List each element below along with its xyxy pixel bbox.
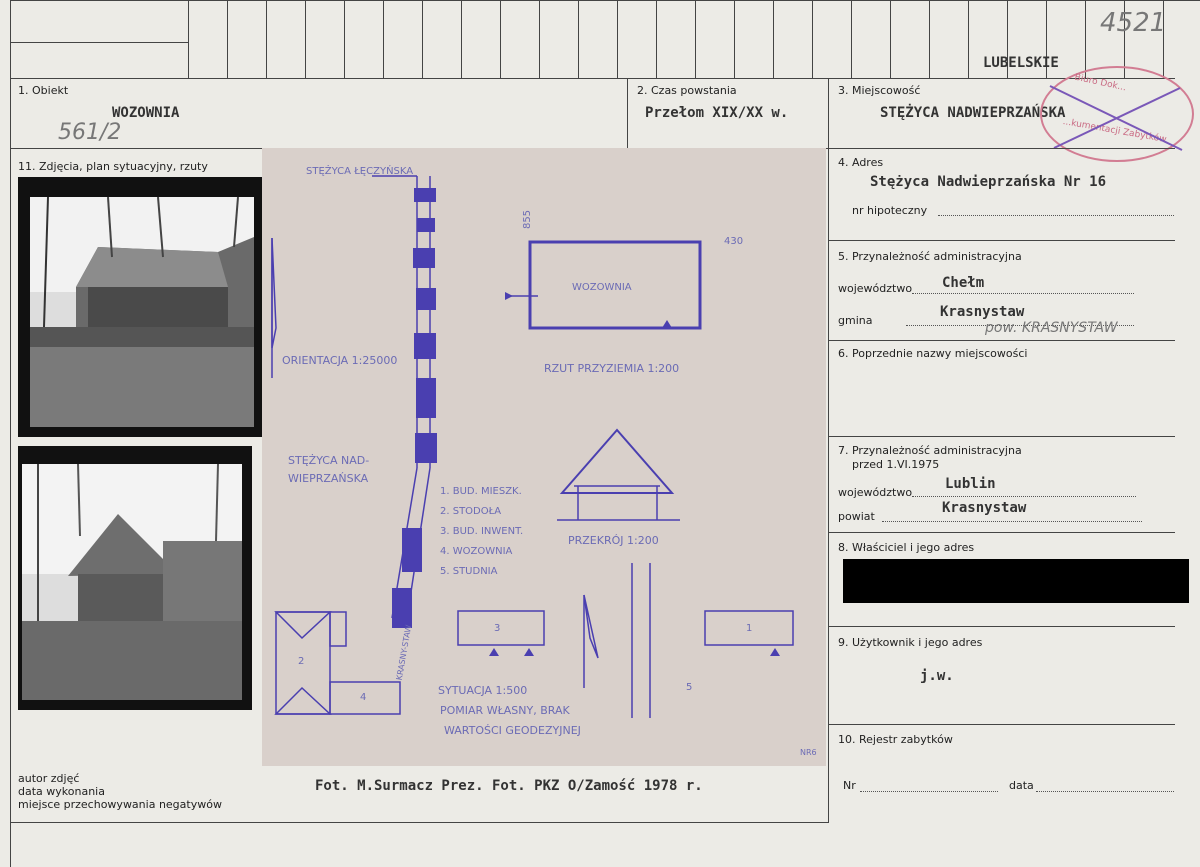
outbuilding-2-label: 2 <box>298 656 305 667</box>
legend-1: 1. BUD. MIESZK. <box>440 486 522 497</box>
top-grid-column <box>617 0 618 78</box>
gmina-value: Krasnystaw <box>940 304 1025 320</box>
road-to-label: STĘŻYCA ŁĘCZYŃSKA <box>306 166 414 177</box>
village-line-1: STĘŻYCA NAD- <box>288 454 370 467</box>
powiat-value: Krasnystaw <box>942 500 1027 516</box>
outbuilding-1-label: 1 <box>746 623 753 634</box>
outbuilding-3-label: 3 <box>494 623 501 634</box>
autor-label: autor zdjęć <box>18 772 80 785</box>
miejscowosc-label: 3. Miejscowość <box>838 84 921 97</box>
plan-dim-height: 855 <box>522 209 534 230</box>
drawing-signature: NR6 <box>800 748 817 757</box>
row-rule-5 <box>828 532 1175 533</box>
rejestr-data-dots <box>1036 790 1174 792</box>
top-grid-column <box>695 0 696 78</box>
obiekt-label: 1. Obiekt <box>18 84 69 97</box>
photo-2-image <box>18 446 252 710</box>
top-grid-column <box>734 0 735 78</box>
top-grid-column <box>773 0 774 78</box>
top-grid-column <box>305 0 306 78</box>
stamp-line-1: Biuro Dok... <box>1073 72 1127 94</box>
row-rule-7 <box>828 724 1175 725</box>
top-grid-column <box>539 0 540 78</box>
uzytkownik-label: 9. Użytkownik i jego adres <box>838 636 983 649</box>
top-grid-column <box>188 0 189 78</box>
section-title: PRZEKRÓJ 1:200 <box>568 534 659 547</box>
rejestr-nr-label: Nr <box>843 779 856 792</box>
top-grid-column <box>851 0 852 78</box>
situation-line-2: POMIAR WŁASNY, BRAK <box>440 704 570 717</box>
inventory-mark: 561/2 <box>58 120 122 145</box>
row-rule-2 <box>828 240 1175 241</box>
well-5-label: 5 <box>686 682 693 693</box>
bottom-rule <box>10 822 828 823</box>
top-grid-column <box>656 0 657 78</box>
top-grid-column <box>266 0 267 78</box>
rejestr-nr-dots <box>860 790 998 792</box>
data-wykonania-label: data wykonania <box>18 785 105 798</box>
header-rule <box>10 78 1175 79</box>
gmina-label: gmina <box>838 314 873 327</box>
adres-label: 4. Adres <box>838 156 884 169</box>
miejscowosc-value: STĘŻYCA NADWIEPRZAŃSKA <box>880 105 1066 121</box>
poprzednie-label: 6. Poprzednie nazwy miejscowości <box>838 347 1028 360</box>
divider-1 <box>627 78 628 148</box>
przynaleznosc-label: 5. Przynależność administracyjna <box>838 250 1022 263</box>
czas-label: 2. Czas powstania <box>637 84 737 97</box>
wojewodztwo-1975-dots <box>912 495 1136 497</box>
top-left-rule <box>10 42 188 43</box>
row-rule-6 <box>828 626 1175 627</box>
redacted-owner <box>843 559 1189 603</box>
gmina-note: pow. KRASNYSTAW <box>985 320 1118 336</box>
legend-3: 3. BUD. INWENT. <box>440 526 524 537</box>
top-grid-column <box>227 0 228 78</box>
left-edge <box>10 0 11 867</box>
stamp-cross <box>1042 68 1192 160</box>
top-grid-column <box>461 0 462 78</box>
stamp-line-2: ...kumentacji Zabytków <box>1061 116 1168 146</box>
top-grid-column <box>383 0 384 78</box>
legend-2: 2. STODOŁA <box>440 506 502 517</box>
wojewodztwo-dots <box>912 292 1134 294</box>
powiat-dots <box>882 520 1142 522</box>
top-grid-column <box>929 0 930 78</box>
archive-number: 4521 <box>1100 8 1167 38</box>
outbuilding-4-label: 4 <box>360 692 367 703</box>
zdjecia-label: 11. Zdjęcia, plan sytuacyjny, rzuty <box>18 160 208 173</box>
top-grid-column <box>578 0 579 78</box>
region-label: LUBELSKIE <box>983 55 1059 71</box>
wlasciciel-label: 8. Właściciel i jego adres <box>838 541 975 554</box>
situation-line-3: WARTOŚCI GEODEZYJNEJ <box>444 724 581 737</box>
czas-value: Przełom XIX/XX w. <box>645 105 789 121</box>
rejestr-data-label: data <box>1009 779 1034 792</box>
top-grid-column <box>812 0 813 78</box>
photo-1 <box>18 177 266 437</box>
site-plan-drawing <box>262 148 826 766</box>
photo-1-image <box>18 177 266 437</box>
orientation-label: ORIENTACJA 1:25000 <box>282 354 398 367</box>
uzytkownik-value: j.w. <box>920 668 954 684</box>
top-grid-column <box>968 0 969 78</box>
situation-line-1: SYTUACJA 1:500 <box>438 684 528 697</box>
photo-2 <box>18 446 252 710</box>
przynaleznosc1975-label-1: 7. Przynależność administracyjna <box>838 444 1022 457</box>
plan-dim-width: 430 <box>724 236 744 247</box>
legend-5: 5. STUDNIA <box>440 566 498 577</box>
miejsce-label: miejsce przechowywania negatywów <box>18 798 222 811</box>
plan-title: RZUT PRZYZIEMIA 1:200 <box>544 362 680 375</box>
photo-credit: Fot. M.Surmacz Prez. Fot. PKZ O/Zamość 1978 r. <box>315 778 703 794</box>
road-bottom-label: KRASNY-STAW <box>394 624 414 681</box>
wojewodztwo-1975-value: Lublin <box>945 476 996 492</box>
top-grid-column <box>500 0 501 78</box>
row-rule-3 <box>828 340 1175 341</box>
legend-4: 4. WOZOWNIA <box>440 546 513 557</box>
row-rule-4 <box>828 436 1175 437</box>
obiekt-value: WOZOWNIA <box>112 105 180 121</box>
hipoteczny-dots <box>938 214 1174 216</box>
hipoteczny-label: nr hipoteczny <box>852 204 928 217</box>
wojewodztwo-value: Chełm <box>942 275 985 291</box>
top-grid-column <box>890 0 891 78</box>
wojewodztwo-1975-label: województwo <box>838 486 913 499</box>
divider-2 <box>828 78 829 823</box>
powiat-label: powiat <box>838 510 875 523</box>
adres-value: Stężyca Nadwieprzańska Nr 16 <box>870 174 1107 190</box>
top-grid-column <box>1085 0 1086 78</box>
rejestr-label: 10. Rejestr zabytków <box>838 733 953 746</box>
przynaleznosc1975-label-2: przed 1.VI.1975 <box>852 458 940 471</box>
top-grid-column <box>344 0 345 78</box>
top-grid-column <box>422 0 423 78</box>
village-line-2: WIEPRZAŃSKA <box>288 472 369 485</box>
plan-label: WOZOWNIA <box>572 282 632 293</box>
wojewodztwo-label: województwo <box>838 282 913 295</box>
